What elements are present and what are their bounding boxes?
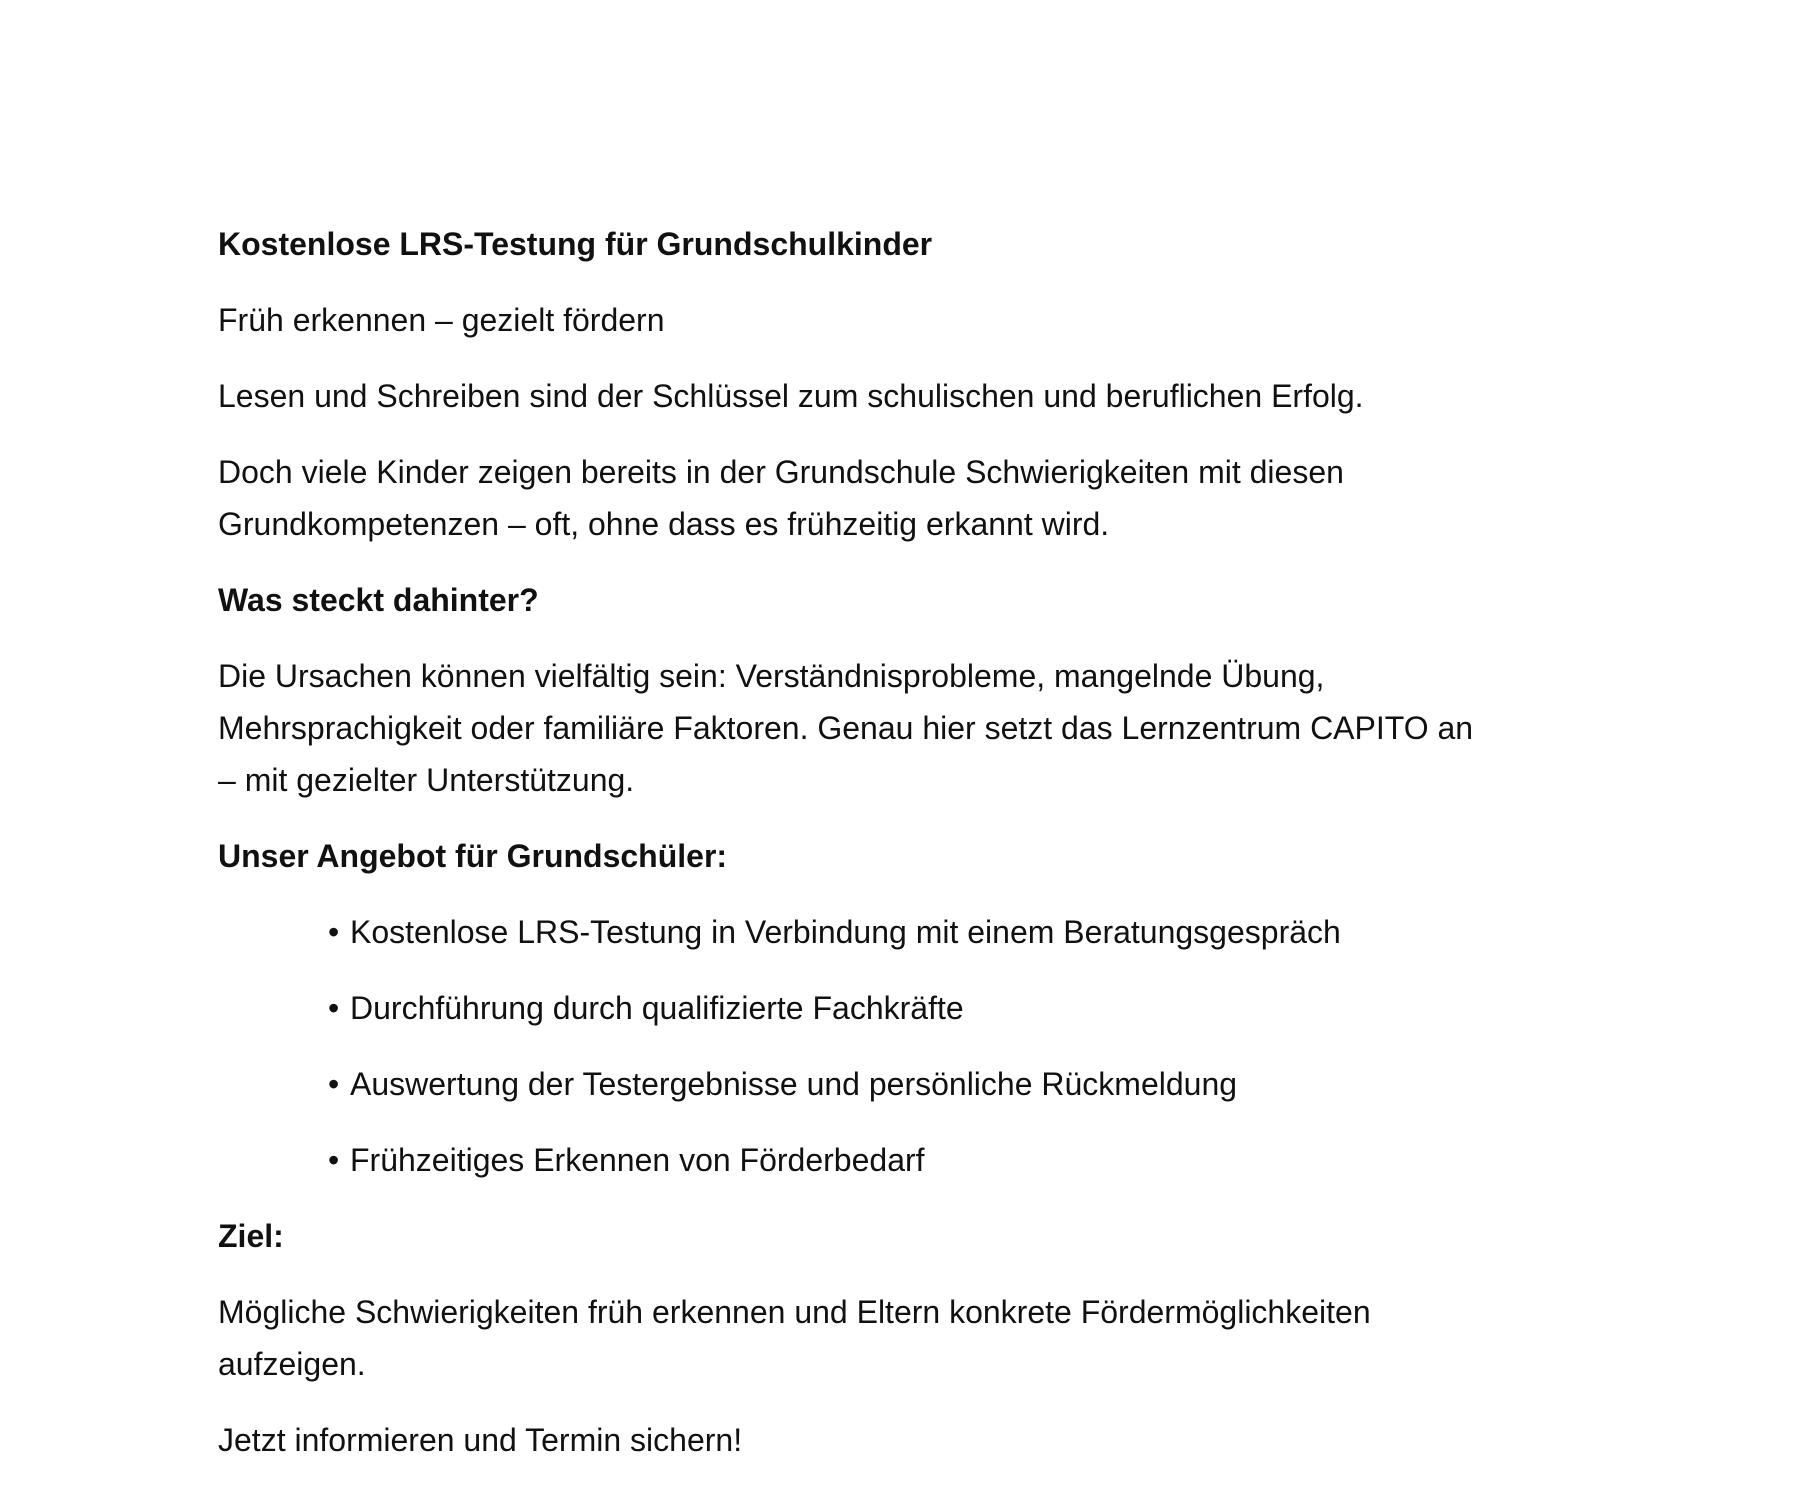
offer-list	[218, 906, 1638, 1186]
causes-paragraph	[218, 650, 1638, 806]
causes-paragraph-line: – mit gezielter Unterstützung.	[218, 762, 635, 798]
causes-heading: Was steckt dahinter?	[218, 582, 539, 618]
causes-paragraph-line: Mehrsprachigkeit oder familiäre Faktoren. Genau hier setzt das Lernzentrum CAPITO an	[218, 710, 1474, 746]
bullet-icon: •	[328, 1066, 340, 1102]
intro-paragraph-2-line: Grundkompetenzen – oft, ohne dass es frühzeitig erkannt wird.	[218, 506, 1110, 542]
offer-list-item-text: Auswertung der Testergebnisse und persönliche Rückmeldung	[350, 1066, 1238, 1102]
bullet-icon: •	[328, 1142, 340, 1178]
intro-paragraph-2-line: Doch viele Kinder zeigen bereits in der Grundschule Schwierigkeiten mit diesen	[218, 454, 1344, 490]
offer-list-item-text: Frühzeitiges Erkennen von Förderbedarf	[350, 1142, 925, 1178]
offer-list-item	[218, 1058, 1638, 1110]
offer-heading: Unser Angebot für Grundschüler:	[218, 838, 728, 874]
goal-paragraph	[218, 1286, 1638, 1390]
offer-list-item	[218, 906, 1638, 958]
bullet-icon: •	[328, 914, 340, 950]
goal-paragraph-line: aufzeigen.	[218, 1346, 366, 1382]
offer-list-item-text: Durchführung durch qualifizierte Fachkräfte	[350, 990, 964, 1026]
call-to-action: Jetzt informieren und Termin sichern!	[218, 1422, 743, 1458]
intro-paragraph-1: Lesen und Schreiben sind der Schlüssel zum schulischen und beruflichen Erfolg.	[218, 378, 1364, 414]
offer-list-item-text: Kostenlose LRS-Testung in Verbindung mit einem Beratungsgespräch	[350, 914, 1341, 950]
intro-paragraph-2	[218, 446, 1638, 550]
causes-paragraph-line: Die Ursachen können vielfältig sein: Verständnisprobleme, mangelnde Übung,	[218, 658, 1325, 694]
offer-list-item	[218, 1134, 1638, 1186]
goal-paragraph-line: Mögliche Schwierigkeiten früh erkennen und Eltern konkrete Fördermöglichkeiten	[218, 1294, 1371, 1330]
document-page	[218, 218, 1638, 1466]
offer-list-item	[218, 982, 1638, 1034]
bullet-icon: •	[328, 990, 340, 1026]
goal-heading: Ziel:	[218, 1218, 284, 1254]
document-heading: Kostenlose LRS-Testung für Grundschulkinder	[218, 226, 933, 262]
document-subheading: Früh erkennen – gezielt fördern	[218, 302, 665, 338]
